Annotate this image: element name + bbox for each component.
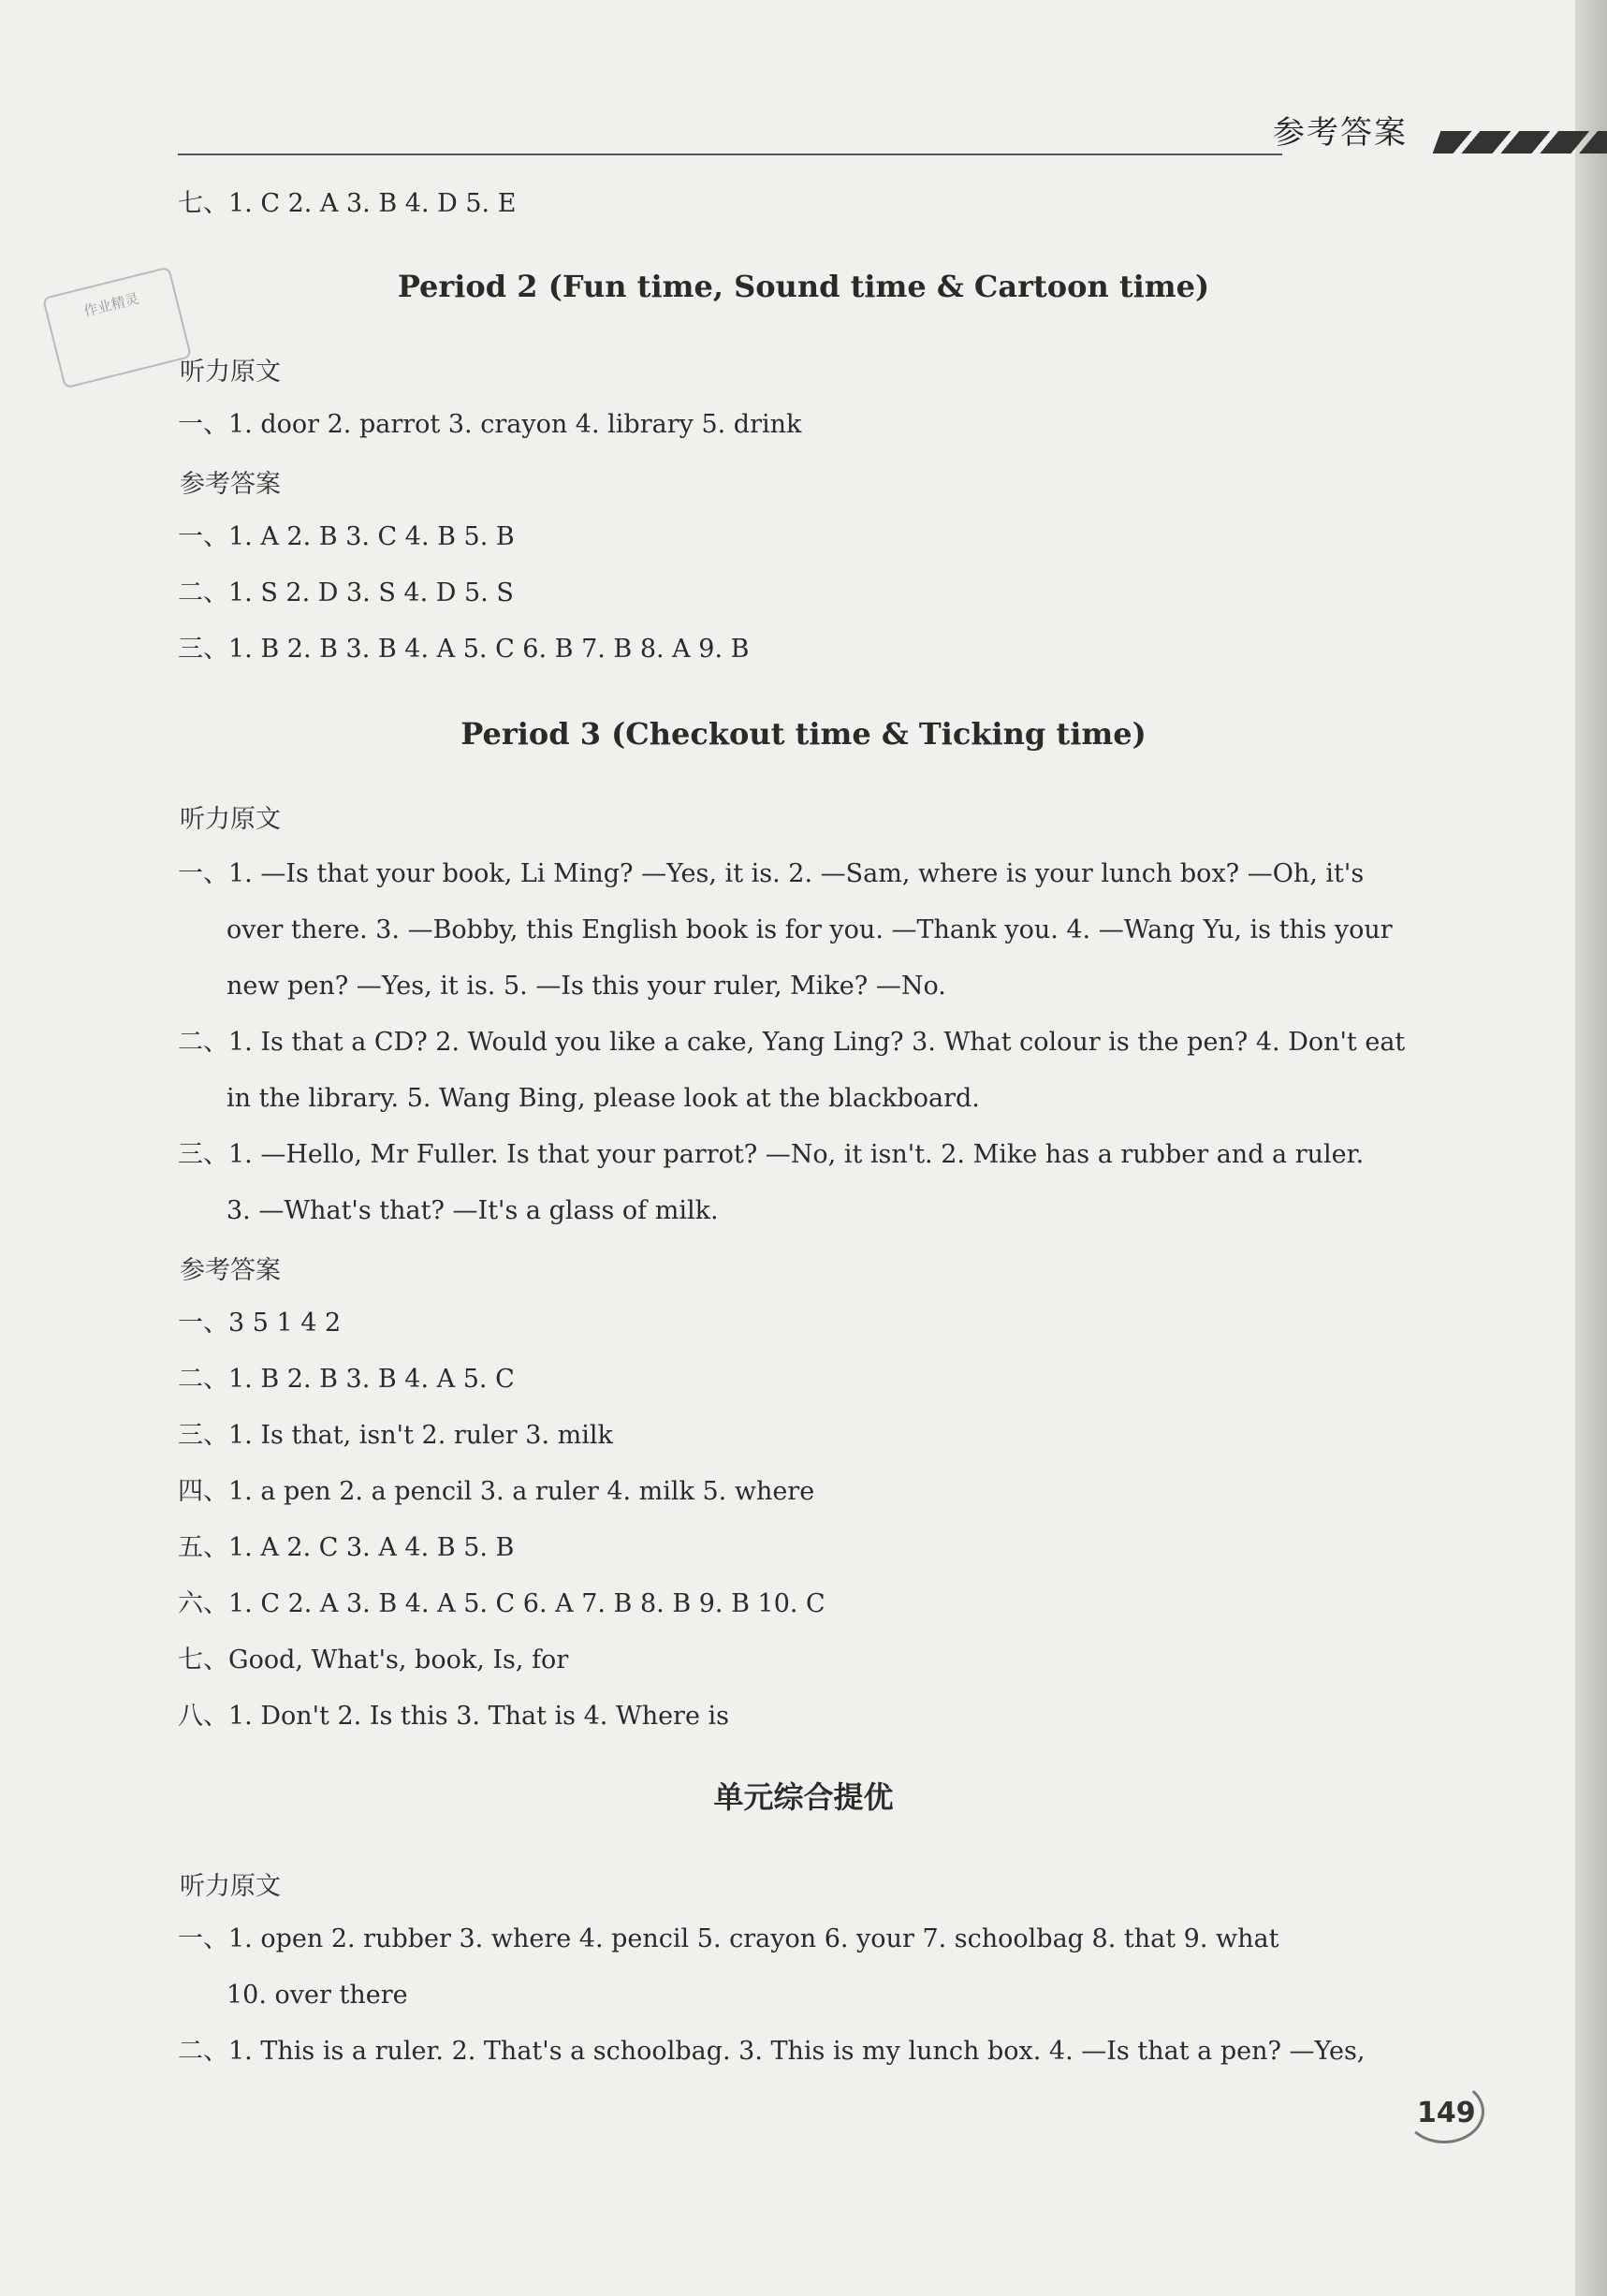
answer-line: new pen? —Yes, it is. 5. —Is this your ruler, Mike? —No. (226, 972, 946, 1001)
answer-line: 五、1. A 2. C 3. A 4. B 5. B (178, 1533, 515, 1562)
answer-line: 二、1. S 2. D 3. S 4. D 5. S (178, 578, 514, 607)
section-title-period3: Period 3 (Checkout time & Ticking time) (460, 716, 1147, 752)
page-number-text: 149 (1417, 2097, 1476, 2129)
section-title-period2: Period 2 (Fun time, Sound time & Cartoon time) (397, 269, 1210, 304)
answers-label: 参考答案 (180, 470, 281, 499)
answer-line: 三、1. —Hello, Mr Fuller. Is that your parrot? —No, it isn't. 2. Mike has a rubber and a ruler. (178, 1140, 1365, 1169)
answer-line: 一、1. —Is that your book, Li Ming? —Yes, it is. 2. —Sam, where is your lunch box? —Oh, it's (178, 859, 1365, 888)
answer-line: 二、1. Is that a CD? 2. Would you like a cake, Yang Ling? 3. What colour is the pen? 4. Don't eat (178, 1028, 1406, 1057)
answer-line: 三、1. B 2. B 3. B 4. A 5. C 6. B 7. B 8. A 9. B (178, 635, 750, 664)
stamp-text: 作业精灵 (81, 289, 141, 320)
answer-line: 四、1. a pen 2. a pencil 3. a ruler 4. milk 5. where (178, 1477, 815, 1506)
page-header (178, 105, 1460, 161)
answers-label: 参考答案 (180, 1256, 281, 1285)
listening-label: 听力原文 (180, 1872, 281, 1901)
page-number (1411, 2085, 1486, 2142)
answer-line: 3. —What's that? —It's a glass of milk. (226, 1196, 719, 1225)
answer-line: 七、1. C 2. A 3. B 4. D 5. E (178, 189, 517, 218)
answer-line: 一、1. open 2. rubber 3. where 4. pencil 5. crayon 6. your 7. schoolbag 8. that 9. what (178, 1924, 1279, 1953)
listening-label: 听力原文 (180, 358, 281, 387)
header-rule (178, 154, 1282, 155)
answer-line: 三、1. Is that, isn't 2. ruler 3. milk (178, 1421, 613, 1450)
answer-line: 二、1. B 2. B 3. B 4. A 5. C (178, 1365, 515, 1394)
listening-label: 听力原文 (180, 805, 281, 834)
answer-line: 八、1. Don't 2. Is this 3. That is 4. Where is (178, 1702, 730, 1731)
answer-line: 一、1. A 2. B 3. C 4. B 5. B (178, 522, 515, 551)
answer-line: 一、1. door 2. parrot 3. crayon 4. library 5. drink (178, 410, 802, 439)
header-stripes (1433, 131, 1607, 154)
header-title: 参考答案 (1273, 114, 1408, 152)
page-edge (1575, 0, 1607, 2296)
answer-line: in the library. 5. Wang Bing, please look at the blackboard. (226, 1084, 980, 1113)
answer-line: 一、3 5 1 4 2 (178, 1309, 342, 1338)
answer-line: 七、Good, What's, book, Is, for (178, 1645, 569, 1674)
answer-line: over there. 3. —Bobby, this English book is for you. —Thank you. 4. —Wang Yu, is this your (226, 915, 1393, 944)
answer-line: 10. over there (226, 1981, 408, 2010)
answer-line: 二、1. This is a ruler. 2. That's a schoolbag. 3. This is my lunch box. 4. —Is that a pen? —Yes, (178, 2037, 1366, 2066)
section-title-unit: 单元综合提优 (713, 1779, 894, 1815)
answer-line: 六、1. C 2. A 3. B 4. A 5. C 6. A 7. B 8. B 9. B 10. C (178, 1589, 825, 1618)
